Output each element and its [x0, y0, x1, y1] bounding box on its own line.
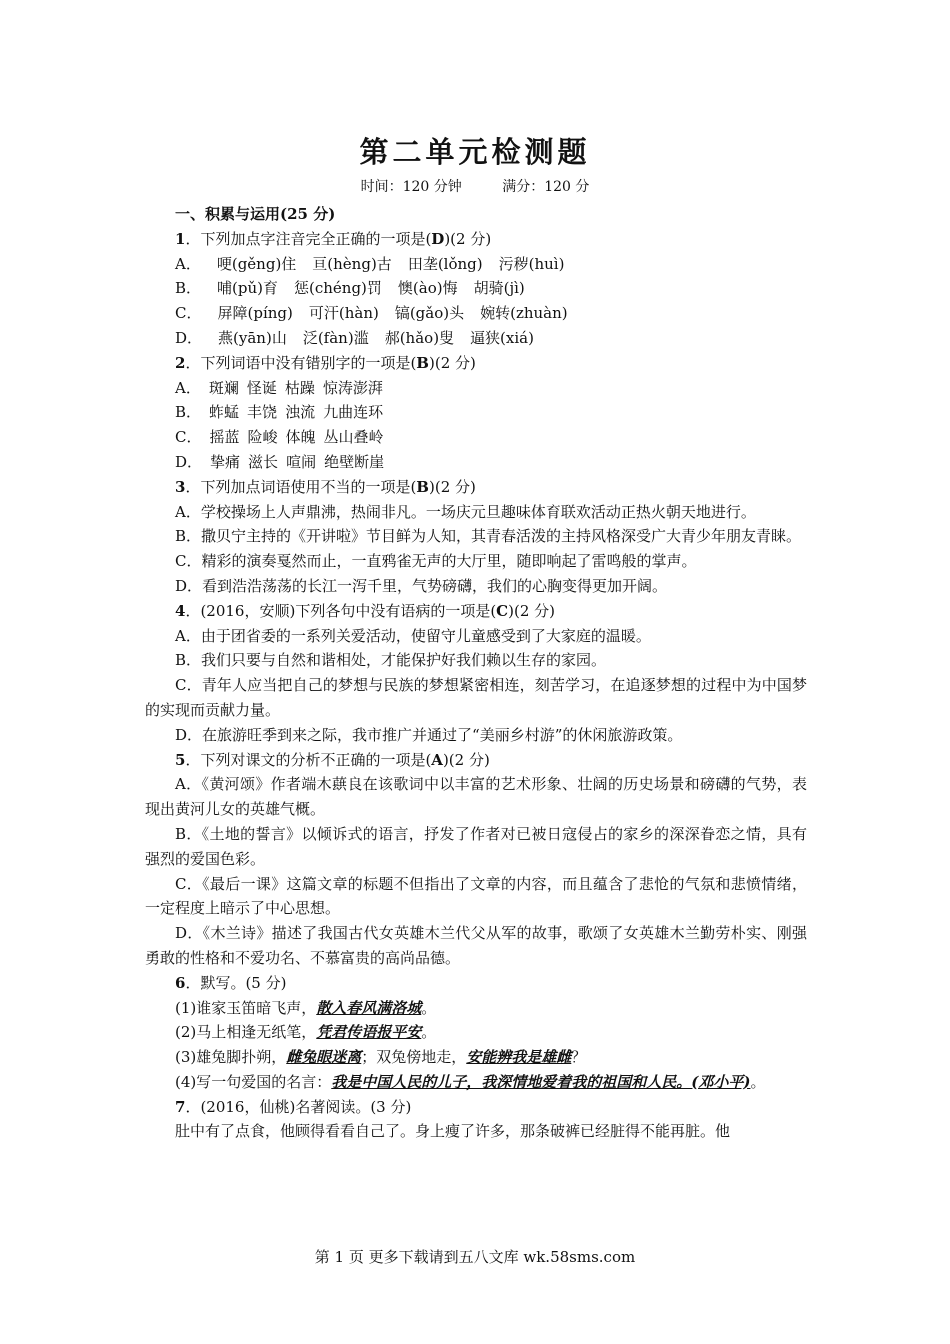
option-item: 浊流: [285, 403, 316, 422]
option-letter: D．: [175, 452, 203, 471]
question-number: 5: [175, 750, 186, 769]
question-5-option-a: A．《黄河颂》作者端木蕻良在该歌词中以丰富的艺术形象、壮阔的历史场景和磅礴的气势，表现出黄河儿女的英雄气概。: [145, 775, 807, 819]
option-item: 惩(chéng)罚: [294, 279, 382, 298]
answer: D: [431, 229, 445, 248]
option-item: 婉转(zhuàn): [480, 304, 568, 323]
option-item: 斑斓: [208, 378, 239, 397]
question-number: 4: [175, 601, 186, 620]
option-item: 惊涛澎湃: [322, 378, 383, 397]
option-item: 镐(gǎo)头: [394, 304, 465, 323]
dictation-line-2: [145, 1020, 807, 1045]
question-text: ．下列对课文的分析不正确的一项是(: [185, 750, 432, 769]
reading-passage: 肚中有了点食，他顾得看看自己了。身上瘦了许多，那条破裤已经脏得不能再脏。他: [175, 1122, 731, 1141]
question-4-stem: [145, 599, 807, 624]
answer: A: [431, 750, 443, 769]
option-letter: D．: [175, 328, 203, 347]
question-number: 3: [175, 477, 186, 496]
option-item: 蚱蜢: [209, 403, 240, 422]
option-item: 体魄: [285, 428, 316, 447]
option-item: 摇蓝: [209, 428, 240, 447]
question-score: )(2 分): [444, 229, 492, 248]
dictation-line-4: [145, 1070, 807, 1095]
option-item: 丛山叠岭: [323, 428, 384, 447]
option-letter: A．: [175, 378, 201, 397]
option-item: 绝壁断崖: [324, 452, 385, 471]
question-5-stem: [145, 748, 807, 773]
question-2-option-a: [145, 376, 807, 401]
exam-content: [145, 202, 807, 1144]
question-number: 7: [175, 1097, 186, 1116]
answer: B: [416, 477, 429, 496]
option-item: 九曲连环: [323, 403, 384, 422]
question-number: 1: [175, 229, 186, 248]
option-item: 可汗(hàn): [308, 304, 379, 323]
option-item: 田垄(lǒng): [407, 254, 483, 273]
full-score: 满分：120 分: [502, 179, 590, 195]
question-3-option-c: C．精彩的演奏戛然而止，一直鸦雀无声的大厅里，随即响起了雷鸣般的掌声。: [175, 552, 697, 571]
question-5-option-b: B．《土地的誓言》以倾诉式的语言，抒发了作者对已被日寇侵占的家乡的深深眷恋之情，具有强烈的爱国色彩。: [145, 824, 807, 868]
question-text: ．下列词语中没有错别字的一项是(: [185, 353, 417, 372]
option-letter: C．: [175, 304, 202, 323]
question-3-option-a: A．学校操场上人声鼎沸，热闹非凡。一场庆元旦趣味体育联欢活动正热火朝天地进行。: [175, 502, 756, 521]
dictation-prompt: (2)马上相逢无纸笔，: [175, 1023, 317, 1042]
option-item: 亘(hèng)古: [312, 254, 392, 273]
option-item: 滋长: [248, 452, 279, 471]
option-item: 哺(pǔ)育: [217, 279, 278, 298]
option-letter: B．: [175, 403, 202, 422]
option-item: 燕(yān)山: [218, 328, 287, 347]
question-2-option-c: [145, 425, 807, 450]
option-item: 喧闹: [286, 452, 317, 471]
dictation-answer: 雌兔眼迷离: [286, 1048, 362, 1067]
question-score: )(2 分): [428, 353, 476, 372]
question-1-option-c: [145, 301, 807, 326]
dictation-answer: 安能辨我是雄雌: [466, 1048, 572, 1067]
section-heading: 一、积累与运用(25 分): [175, 205, 336, 223]
option-item: 污秽(huì): [498, 254, 565, 273]
page-title: 第二单元检测题: [359, 135, 591, 169]
question-3-option-b: B．撒贝宁主持的《开讲啦》节目鲜为人知，其青春活泼的主持风格深受广大青少年朋友青睐。: [175, 527, 802, 546]
punctuation: 。: [750, 1072, 766, 1091]
question-5-option-d: D．《木兰诗》描述了我国古代女英雄木兰代父从军的故事，歌颂了女英雄木兰勤劳朴实、刚强勇敢的性格和不爱功名、不慕富贵的高尚品德。: [145, 924, 807, 967]
question-number: 2: [175, 353, 186, 372]
question-score: )(2 分): [442, 750, 490, 769]
question-score: )(2 分): [428, 477, 476, 496]
question-4-option-c: C．青年人应当把自己的梦想与民族的梦想紧密相连，刻苦学习，在追逐梦想的过程中为中国梦的实现而贡献力量。: [145, 676, 807, 719]
question-text: ．下列加点词语使用不当的一项是(: [185, 477, 417, 496]
question-2-stem: [145, 351, 807, 376]
page-footer: 第 1 页 更多下载请到五八文库 wk.58sms.com: [314, 1248, 636, 1266]
option-item: 逼狭(xiá): [470, 328, 534, 347]
option-letter: A．: [175, 254, 201, 273]
question-2-option-d: [145, 450, 807, 475]
dictation-line-1: [145, 996, 807, 1021]
dictation-prompt: (1)谁家玉笛暗飞声，: [175, 998, 317, 1017]
question-text: ．(2016，安顺)下列各句中没有语病的一项是(: [185, 601, 497, 620]
option-item: 丰饶: [247, 403, 278, 422]
answer: B: [416, 353, 429, 372]
dictation-prompt: ；双兔傍地走，: [361, 1048, 467, 1067]
answer: C: [496, 601, 509, 620]
question-1-stem: [145, 227, 807, 252]
exam-meta: [0, 176, 950, 196]
question-2-option-b: [145, 400, 807, 425]
question-4-option-b: B．我们只要与自然和谐相处，才能保护好我们赖以生存的家园。: [175, 651, 607, 670]
time-limit: 时间：120 分钟: [360, 179, 462, 195]
question-5-option-c: C．《最后一课》这篇文章的标题不但指出了文章的内容，而且蕴含了悲怆的气氛和悲愤情绪，一定程度上暗示了中心思想。: [145, 874, 807, 918]
punctuation: ？: [571, 1048, 587, 1067]
question-text: ．下列加点字注音完全正确的一项是(: [185, 229, 432, 248]
option-item: 郝(hǎo)叟: [384, 328, 455, 347]
question-text: ．(2016，仙桃)名著阅读。(3 分): [185, 1097, 412, 1116]
question-1-option-b: [145, 276, 807, 301]
question-6-stem: [145, 971, 807, 996]
option-item: 枯躁: [284, 378, 315, 397]
option-item: 哽(gěng)住: [216, 254, 297, 273]
question-3-option-d: D．看到浩浩荡荡的长江一泻千里，气势磅礴，我们的心胸变得更加开阔。: [175, 576, 668, 595]
question-1-option-d: [145, 326, 807, 351]
option-item: 险峻: [247, 428, 278, 447]
dictation-answer: 凭君传语报平安: [316, 1023, 422, 1042]
option-letter: C．: [175, 428, 202, 447]
option-item: 懊(ào)悔: [397, 279, 458, 298]
question-4-option-d: D．在旅游旺季到来之际，我市推广并通过了“美丽乡村游”的休闲旅游政策。: [175, 725, 683, 744]
question-4-option-a: A．由于团省委的一系列关爱活动，使留守儿童感受到了大家庭的温暖。: [175, 626, 651, 645]
option-item: 胡骑(jì): [473, 279, 525, 298]
question-1-option-a: [145, 252, 807, 277]
dictation-prompt: (3)雄兔脚扑朔，: [175, 1048, 287, 1067]
option-letter: B．: [175, 279, 202, 298]
question-3-stem: [145, 475, 807, 500]
option-item: 怪诞: [246, 378, 277, 397]
question-score: )(2 分): [508, 601, 555, 620]
option-item: 泛(fàn)滥: [302, 328, 369, 347]
question-text: ．默写。(5 分): [185, 973, 287, 992]
question-7-stem: [145, 1095, 807, 1120]
dictation-answer: 我是中国人民的儿子，我深情地爱着我的祖国和人民。(邓小平): [331, 1072, 751, 1091]
dictation-answer: 散入春风满洛城: [316, 998, 422, 1017]
punctuation: 。: [421, 1023, 437, 1042]
question-number: 6: [175, 973, 186, 992]
option-item: 挚痛: [210, 452, 241, 471]
dictation-line-3: [145, 1045, 807, 1070]
punctuation: 。: [421, 998, 437, 1017]
option-item: 屏障(píng): [217, 304, 293, 323]
dictation-prompt: (4)写一句爱国的名言：: [175, 1072, 332, 1091]
